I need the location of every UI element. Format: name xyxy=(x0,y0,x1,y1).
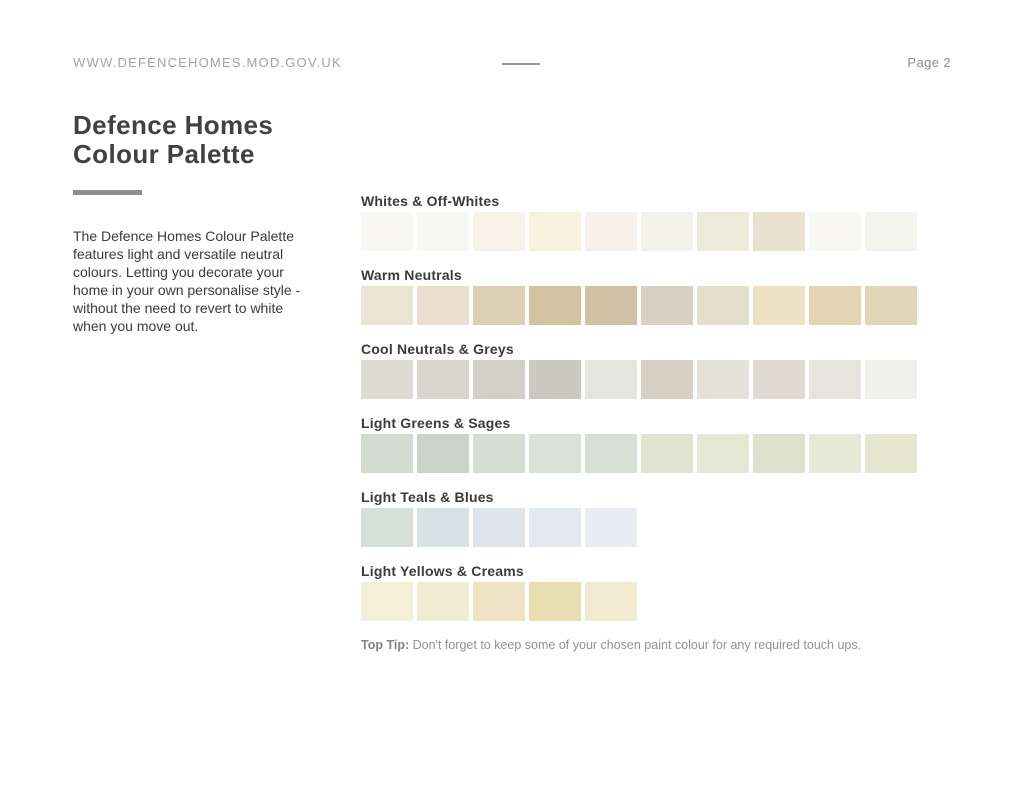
color-swatch xyxy=(585,508,637,547)
swatch-row xyxy=(361,212,919,251)
top-tip xyxy=(361,638,919,653)
color-swatch xyxy=(585,434,637,473)
color-swatch xyxy=(361,582,413,621)
color-swatch xyxy=(865,434,917,473)
color-swatch xyxy=(809,286,861,325)
color-swatch xyxy=(641,286,693,325)
page-title-line2: Colour Palette xyxy=(73,138,255,169)
palette-sections xyxy=(361,194,919,621)
color-swatch xyxy=(417,360,469,399)
page-number: Page 2 xyxy=(907,55,951,70)
color-swatch xyxy=(697,434,749,473)
color-swatch xyxy=(585,212,637,251)
color-swatch xyxy=(697,360,749,399)
color-swatch xyxy=(585,286,637,325)
color-swatch xyxy=(585,360,637,399)
color-swatch xyxy=(361,360,413,399)
site-url: WWW.DEFENCEHOMES.MOD.GOV.UK xyxy=(73,55,342,70)
color-swatch xyxy=(417,212,469,251)
palette-section xyxy=(361,416,919,473)
swatch-row xyxy=(361,360,919,399)
palette-section xyxy=(361,564,919,621)
section-label: Light Greens & Sages xyxy=(361,415,511,431)
color-swatch xyxy=(417,286,469,325)
palette-section xyxy=(361,268,919,325)
section-label: Cool Neutrals & Greys xyxy=(361,341,514,357)
color-swatch xyxy=(473,508,525,547)
color-swatch xyxy=(361,434,413,473)
color-swatch xyxy=(529,508,581,547)
color-swatch xyxy=(529,212,581,251)
color-swatch xyxy=(473,582,525,621)
section-label: Whites & Off-Whites xyxy=(361,193,500,209)
color-swatch xyxy=(529,286,581,325)
page-title xyxy=(73,111,273,168)
color-swatch xyxy=(697,286,749,325)
color-swatch xyxy=(361,508,413,547)
color-swatch xyxy=(641,360,693,399)
page-title-line1: Defence Homes xyxy=(73,110,274,140)
title-underline xyxy=(73,190,142,195)
color-swatch xyxy=(417,434,469,473)
color-swatch xyxy=(417,508,469,547)
swatch-row xyxy=(361,434,919,473)
section-label: Light Teals & Blues xyxy=(361,489,494,505)
color-swatch xyxy=(473,212,525,251)
color-swatch xyxy=(529,582,581,621)
color-swatch xyxy=(417,582,469,621)
intro-paragraph: The Defence Homes Colour Palette features light and versatile neutral colours. Letting you decorate your home in your own personalise style - without the need to revert to white when you move out. xyxy=(73,228,301,334)
color-swatch xyxy=(809,434,861,473)
color-swatch xyxy=(753,212,805,251)
color-swatch xyxy=(753,286,805,325)
swatch-row xyxy=(361,582,919,621)
palette-column xyxy=(361,194,919,653)
palette-section xyxy=(361,342,919,399)
color-swatch xyxy=(865,286,917,325)
color-swatch xyxy=(697,212,749,251)
color-swatch xyxy=(529,360,581,399)
swatch-row xyxy=(361,286,919,325)
palette-section xyxy=(361,490,919,547)
palette-section xyxy=(361,194,919,251)
section-label: Light Yellows & Creams xyxy=(361,563,524,579)
color-swatch xyxy=(473,434,525,473)
color-swatch xyxy=(641,434,693,473)
color-swatch xyxy=(809,360,861,399)
header-divider xyxy=(502,63,540,65)
color-swatch xyxy=(641,212,693,251)
color-swatch xyxy=(753,434,805,473)
color-swatch xyxy=(865,360,917,399)
color-swatch xyxy=(473,360,525,399)
color-swatch xyxy=(473,286,525,325)
color-swatch xyxy=(753,360,805,399)
top-tip-label: Top Tip: xyxy=(361,638,410,652)
color-swatch xyxy=(585,582,637,621)
color-swatch xyxy=(865,212,917,251)
color-swatch xyxy=(809,212,861,251)
color-swatch xyxy=(361,212,413,251)
section-label: Warm Neutrals xyxy=(361,267,462,283)
swatch-row xyxy=(361,508,919,547)
color-swatch xyxy=(529,434,581,473)
top-tip-text: Don't forget to keep some of your chosen paint colour for any required touch ups. xyxy=(412,638,862,652)
color-swatch xyxy=(361,286,413,325)
